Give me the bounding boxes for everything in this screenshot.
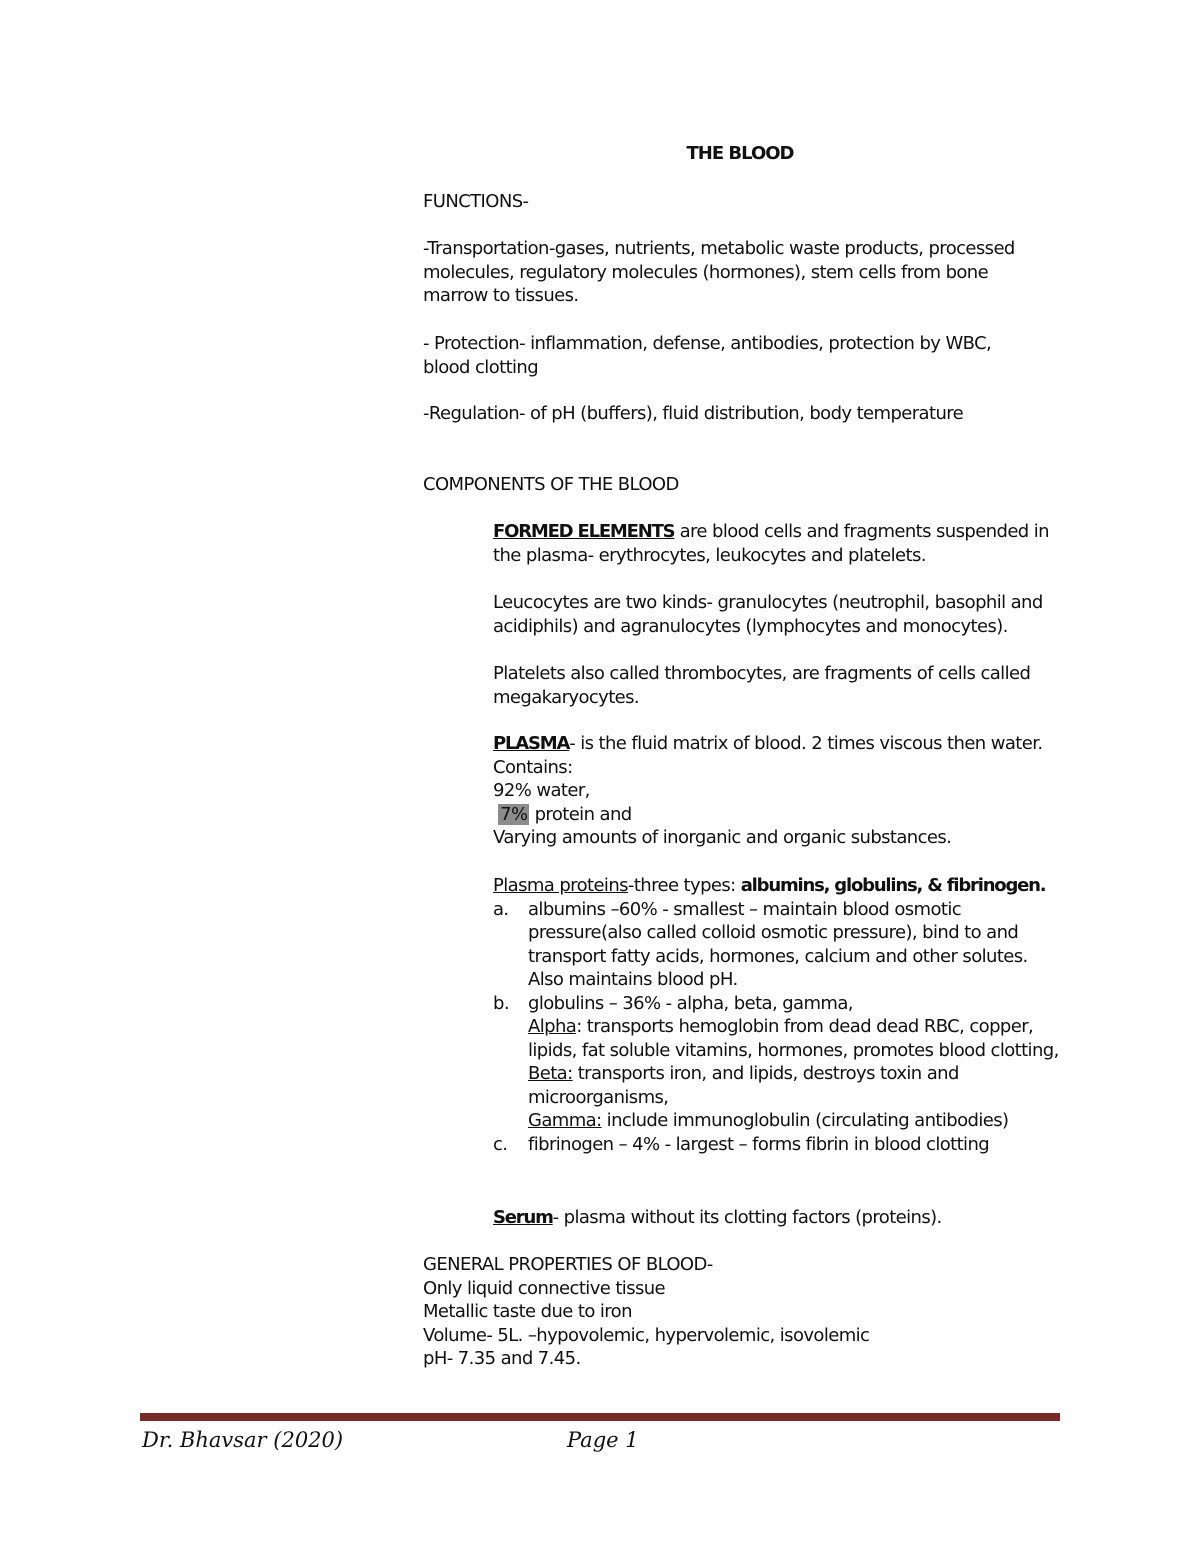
- plasma-water: 92% water,: [493, 780, 590, 801]
- general-properties: [423, 1253, 1063, 1371]
- leucocytes-paragraph: Leucocytes are two kinds- granulocytes (neutrophil, basophil and acidiphils) and agranulocytes (lymphocytes and monocytes).: [493, 592, 1043, 637]
- protein-percent-highlight: 7%: [500, 803, 528, 825]
- globulins-text: globulins – 36% - alpha, beta, gamma,: [528, 992, 853, 1014]
- plasma-proteins-text: -three types:: [627, 875, 741, 896]
- functions-heading: FUNCTIONS-: [423, 191, 529, 212]
- plasma-proteins-list: [493, 898, 1068, 1157]
- footer-rule: [140, 1413, 1060, 1421]
- formed-elements-text: are blood cells and fragments suspended in the plasma- erythrocytes, leukocytes and platelets.: [493, 521, 1049, 566]
- components-heading: COMPONENTS OF THE BLOOD: [423, 474, 679, 495]
- plasma-proteins-section: [493, 874, 1068, 1156]
- beta-term: Beta:: [528, 1063, 573, 1084]
- plasma-paragraph: [493, 732, 1073, 850]
- general-line: Metallic taste due to iron: [423, 1301, 632, 1322]
- list-marker: b.: [493, 992, 509, 1014]
- gamma-term: Gamma:: [528, 1110, 602, 1131]
- function-protection: - Protection- inflammation, defense, antibodies, protection by WBC, blood clotting: [423, 333, 992, 378]
- platelets-paragraph: Platelets also called thrombocytes, are fragments of cells called megakaryocytes.: [493, 663, 1031, 708]
- plasma-contains: Contains:: [493, 756, 573, 778]
- general-line: pH- 7.35 and 7.45.: [423, 1348, 581, 1369]
- function-regulation: -Regulation- of pH (buffers), fluid distribution, body temperature: [423, 403, 964, 424]
- formed-elements-paragraph: [493, 520, 1068, 567]
- plasma-term: PLASMA: [493, 733, 570, 754]
- list-item-fibrinogen: [493, 1133, 1068, 1157]
- albumins-text: albumins –60% - smallest – maintain blood osmotic pressure(also called colloid osmotic pressure), bind to and transport fatty acids, hormones, calcium and other solutes. Also maintains blood pH.: [528, 898, 1028, 990]
- footer-author: Dr. Bhavsar (2020): [142, 1428, 344, 1452]
- plasma-varying: Varying amounts of inorganic and organic substances.: [493, 827, 952, 848]
- plasma-proteins-types: albumins, globulins, & fibrinogen.: [740, 875, 1046, 896]
- formed-elements-term: FORMED ELEMENTS: [493, 521, 675, 542]
- general-line: Volume- 5L. –hypovolemic, hypervolemic, isovolemic: [423, 1324, 870, 1346]
- list-item-albumins: [493, 898, 1068, 992]
- plasma-protein-text: protein and: [529, 803, 632, 825]
- list-marker: c.: [493, 1133, 508, 1155]
- plasma-proteins-term: Plasma proteins: [493, 875, 628, 896]
- serum-term: Serum: [493, 1207, 553, 1228]
- beta-text: transports iron, and lipids, destroys toxin and microorganisms,: [528, 1063, 959, 1108]
- serum-text: - plasma without its clotting factors (proteins).: [552, 1207, 942, 1228]
- footer-page-number: Page 1: [567, 1428, 639, 1452]
- list-marker: a.: [493, 898, 509, 920]
- gamma-text: include immunoglobulin (circulating antibodies): [601, 1110, 1009, 1131]
- page-title: THE BLOOD: [686, 143, 794, 164]
- list-item-globulins: [493, 992, 1068, 1133]
- plasma-protein: [493, 803, 1073, 827]
- serum-paragraph: [493, 1206, 1073, 1230]
- general-heading: GENERAL PROPERTIES OF BLOOD-: [423, 1254, 713, 1275]
- alpha-term: Alpha: [528, 1016, 577, 1037]
- general-line: Only liquid connective tissue: [423, 1277, 666, 1299]
- fibrinogen-text: fibrinogen – 4% - largest – forms fibrin in blood clotting: [528, 1133, 990, 1155]
- function-transportation: -Transportation-gases, nutrients, metabolic waste products, processed molecules, regulatory molecules (hormones), stem cells from bone marrow to tissues.: [423, 238, 1015, 306]
- plasma-text: - is the fluid matrix of blood. 2 times viscous then water.: [569, 733, 1043, 754]
- alpha-text: : transports hemoglobin from dead dead RBC, copper, lipids, fat soluble vitamins, hormones, promotes blood clotting,: [528, 1016, 1059, 1061]
